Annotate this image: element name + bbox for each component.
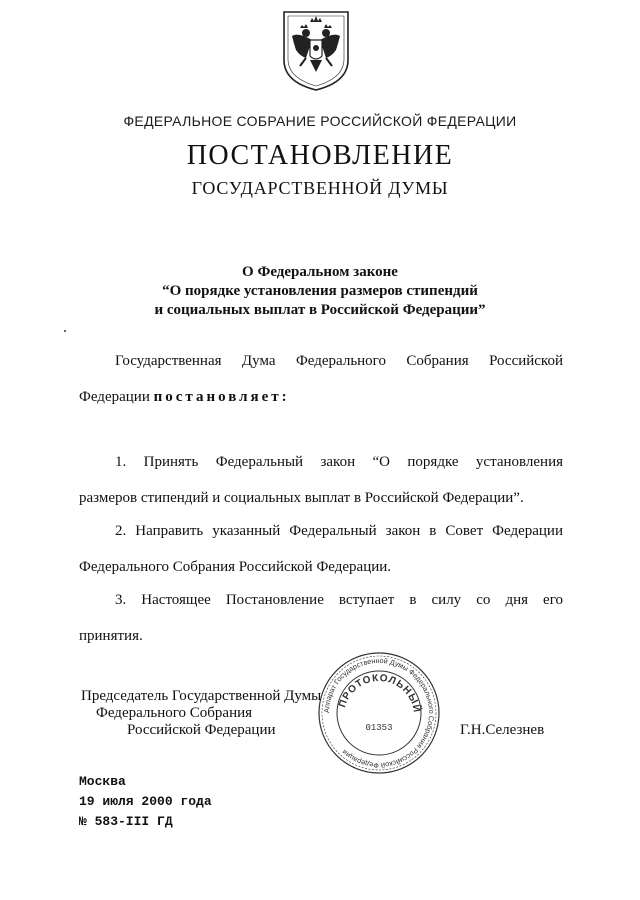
- signer-title: Председатель Государственной Думы: [81, 688, 322, 704]
- scan-speck: [64, 330, 66, 332]
- preamble-text: Федерации: [79, 389, 150, 405]
- signer-name: Г.Н.Селезнев: [460, 722, 545, 738]
- paragraph-line: Федерального Собрания Российской Федерации.: [79, 559, 392, 575]
- signer-title: Российской Федерации: [127, 722, 276, 738]
- item-paragraph: [79, 444, 563, 516]
- document-issuer: ГОСУДАРСТВЕННОЙ ДУМЫ: [191, 178, 449, 198]
- place-of-signing: Москва: [79, 774, 126, 789]
- paragraph-line: 2. Направить указанный Федеральный закон в Совет Федерации: [115, 523, 563, 539]
- resolves-word: постановляет:: [153, 389, 290, 405]
- subject-line: и социальных выплат в Российской Федерации”: [154, 302, 486, 318]
- item-paragraph: [79, 582, 563, 654]
- document-type: ПОСТАНОВЛЕНИЕ: [186, 140, 454, 171]
- paragraph-line: [79, 379, 563, 415]
- stamp-number: 01353: [365, 723, 393, 733]
- paragraph-line: 3. Настоящее Постановление вступает в силу со дня его: [115, 592, 563, 608]
- item-paragraph: [79, 513, 563, 585]
- paragraph-line: Государственная Дума Федерального Собрания Российской: [115, 353, 563, 369]
- paragraph-line: принятия.: [79, 628, 143, 644]
- paragraph-line: 1. Принять Федеральный закон “О порядке установления: [115, 454, 563, 470]
- preamble-paragraph: [79, 343, 563, 415]
- stamp-outer-text: Аппарат Государственной Думы Федерального Собрания Российской Федерации: [321, 655, 437, 771]
- subject-line: О Федеральном законе: [242, 264, 398, 280]
- organization-name: ФЕДЕРАЛЬНОЕ СОБРАНИЕ РОССИЙСКОЙ ФЕДЕРАЦИИ: [123, 113, 517, 129]
- subject-line: “О порядке установления размеров стипендий: [162, 283, 478, 299]
- document-number: № 583-III ГД: [79, 814, 173, 829]
- document-footer: [79, 772, 212, 832]
- signature-block: [81, 688, 321, 739]
- stamp-inner-text: ПРОТОКОЛЬНЫЙ: [337, 672, 423, 714]
- document-subject: [0, 263, 640, 320]
- signer-title: Федерального Собрания: [96, 705, 253, 721]
- date-of-signing: 19 июля 2000 года: [79, 794, 212, 809]
- paragraph-line: размеров стипендий и социальных выплат в Российской Федерации”.: [79, 490, 524, 506]
- official-stamp: [316, 650, 442, 776]
- coat-of-arms-emblem: [276, 10, 356, 92]
